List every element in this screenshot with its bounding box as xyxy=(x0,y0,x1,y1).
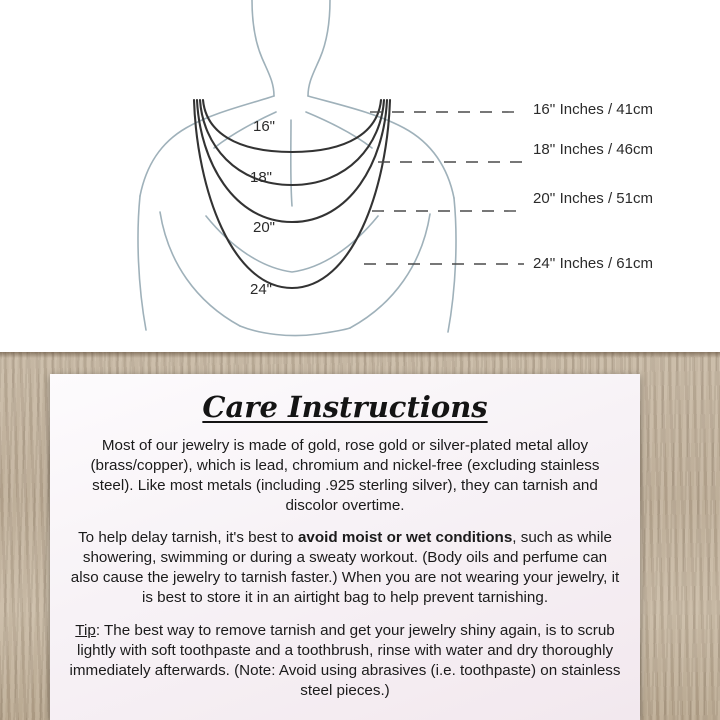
care-paragraph-2 xyxy=(68,528,622,608)
legend-item-16: 16'' Inches / 41cm xyxy=(533,101,653,118)
care-paragraph-1 xyxy=(68,436,622,516)
care-paragraph-2-lead: To help delay tarnish, it's best to xyxy=(78,529,298,547)
care-tip-label: Tip xyxy=(75,621,96,639)
legend-item-24: 24'' Inches / 61cm xyxy=(533,255,653,272)
measurement-leader-lines xyxy=(0,0,720,352)
chain-label-24: 24" xyxy=(250,281,273,298)
necklace-length-diagram xyxy=(0,0,720,352)
care-tip-text: : The best way to remove tarnish and get your jewelry shiny again, is to scrub lightly with soft toothpaste and a toothbrush, rinse with water and dry thoroughly immediately afterwards. (Note: Avoid using abrasives (i.e. toothpaste) on stainless steel pieces.) xyxy=(69,621,621,699)
care-instructions-title: Care Instructions xyxy=(202,390,488,424)
chain-label-16: 16" xyxy=(253,118,276,135)
legend-item-20: 20'' Inches / 51cm xyxy=(533,190,653,207)
care-paragraph-2-emphasis: avoid moist or wet conditions xyxy=(297,529,513,547)
chain-label-18: 18" xyxy=(250,169,273,186)
legend-item-18: 18'' Inches / 46cm xyxy=(533,141,653,158)
care-paragraph-2-rest: , such as while showering, swimming or during a sweaty workout. (Body oils and perfume can also cause the jewelry to tarnish faster.) When you are not wearing your jewelry, it is best to store it in an airtight bag to help prevent tarnishing. xyxy=(70,529,620,607)
care-paragraph-1-text: Most of our jewelry is made of gold, rose gold or silver-plated metal alloy (brass/copper), which is lead, chromium and nickel-free (excluding stainless steel). Like most metals (including .925 sterling silver), they can tarnish and discolor overtime. xyxy=(90,437,600,515)
care-paragraph-3 xyxy=(68,621,622,701)
care-instructions-card xyxy=(50,374,640,720)
wood-background xyxy=(0,352,720,720)
chain-label-20: 20" xyxy=(253,219,276,236)
